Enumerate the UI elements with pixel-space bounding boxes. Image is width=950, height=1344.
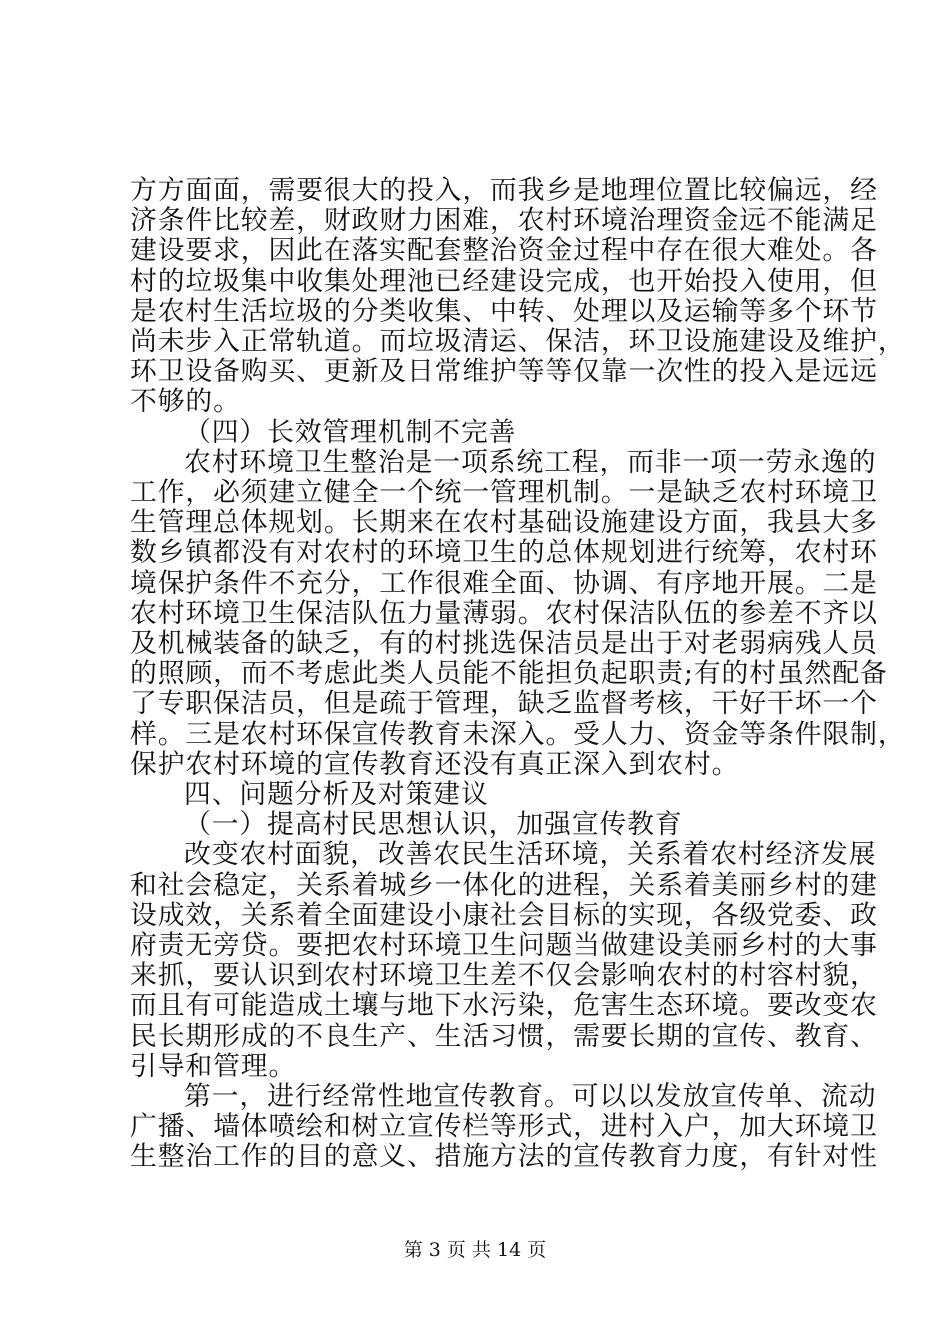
- body-text-line: 境保护条件不充分，工作很难全面、协调、有序地开展。二是: [130, 567, 878, 599]
- body-text-line: 数乡镇都没有对农村的环境卫生的总体规划进行统筹，农村环: [130, 537, 878, 569]
- paragraph-first-line: 农村环境卫生整治是一项系统工程，而非一项一劳永逸的: [184, 446, 877, 478]
- body-text-line: 保护农村环境的宣传教育还没有真正深入到农村。: [130, 748, 740, 780]
- paragraph-first-line: 第一，进行经常性地宣传教育。可以以发放宣传单、流动: [184, 1081, 877, 1112]
- paragraph-first-line: 改变农村面貌，改善农民生活环境，关系着农村经济发展: [184, 839, 877, 871]
- body-text-line: 不够的。: [130, 386, 241, 418]
- body-text-line: 农村环境卫生保洁队伍力量薄弱。农村保洁队伍的参差不齐以: [130, 597, 878, 629]
- section-heading: （四）长效管理机制不完善: [184, 416, 517, 448]
- body-text-line: 广播、墙体喷绘和树立宣传栏等形式，进村入户，加大环境卫: [130, 1111, 878, 1143]
- body-text-line: 引导和管理。: [130, 1050, 297, 1082]
- page-number-footer: 第 3 页 共 14 页: [403, 1239, 547, 1261]
- chapter-heading: 四、问题分析及对策建议: [184, 779, 489, 810]
- body-text-line: 工作，必须建立健全一个统一管理机制。一是缺乏农村环境卫: [130, 477, 878, 508]
- body-text-line: 济条件比较差，财政财力困难，农村环境治理资金远不能满足: [130, 205, 878, 237]
- body-text-line: 和社会稳定，关系着城乡一体化的进程，关系着美丽乡村的建: [130, 869, 878, 901]
- body-text-line: 是农村生活垃圾的分类收集、中转、处理以及运输等多个环节: [130, 295, 878, 327]
- body-text-line: 建设要求，因此在落实配套整治资金过程中存在很大难处。各: [130, 235, 878, 267]
- body-text-line: 来抓，要认识到农村环境卫生差不仅会影响农村的村容村貌，: [130, 960, 878, 992]
- body-text-line: 了专职保洁员，但是疏于管理，缺乏监督考核，干好干坏一个: [130, 688, 878, 720]
- body-text-line: 设成效，关系着全面建设小康社会目标的实现，各级党委、政: [130, 899, 878, 931]
- body-text-line: 而且有可能造成土壤与地下水污染，危害生态环境。要改变农: [130, 990, 878, 1022]
- body-text-line: 民长期形成的不良生产、生活习惯，需要长期的宣传、教育、: [130, 1020, 878, 1052]
- body-text-line: 及机械装备的缺乏，有的村挑选保洁员是出于对老弱病残人员: [130, 628, 878, 659]
- body-text-line: 府责无旁贷。要把农村环境卫生问题当做建设美丽乡村的大事: [130, 930, 878, 961]
- body-text-line: 的照顾，而不考虑此类人员能不能担负起职责;有的村虽然配备: [130, 658, 888, 690]
- body-text-line: 尚未步入正常轨道。而垃圾清运、保洁，环卫设施建设及维护，: [130, 326, 906, 357]
- body-text-line: 样。三是农村环保宣传教育未深入。受人力、资金等条件限制，: [130, 718, 906, 750]
- section-heading: （一）提高村民思想认识，加强宣传教育: [184, 809, 683, 841]
- body-text-line: 生管理总体规划。长期来在农村基础设施建设方面，我县大多: [130, 507, 878, 539]
- body-text-line: 环卫设备购买、更新及日常维护等等仅靠一次性的投入是远远: [130, 356, 878, 388]
- body-text-line: 方方面面，需要很大的投入，而我乡是地理位置比较偏远，经: [130, 175, 878, 206]
- body-text-line: 生整治工作的目的意义、措施方法的宣传教育力度，有针对性: [130, 1141, 878, 1173]
- body-text-line: 村的垃圾集中收集处理池已经建设完成，也开始投入使用，但: [130, 265, 878, 297]
